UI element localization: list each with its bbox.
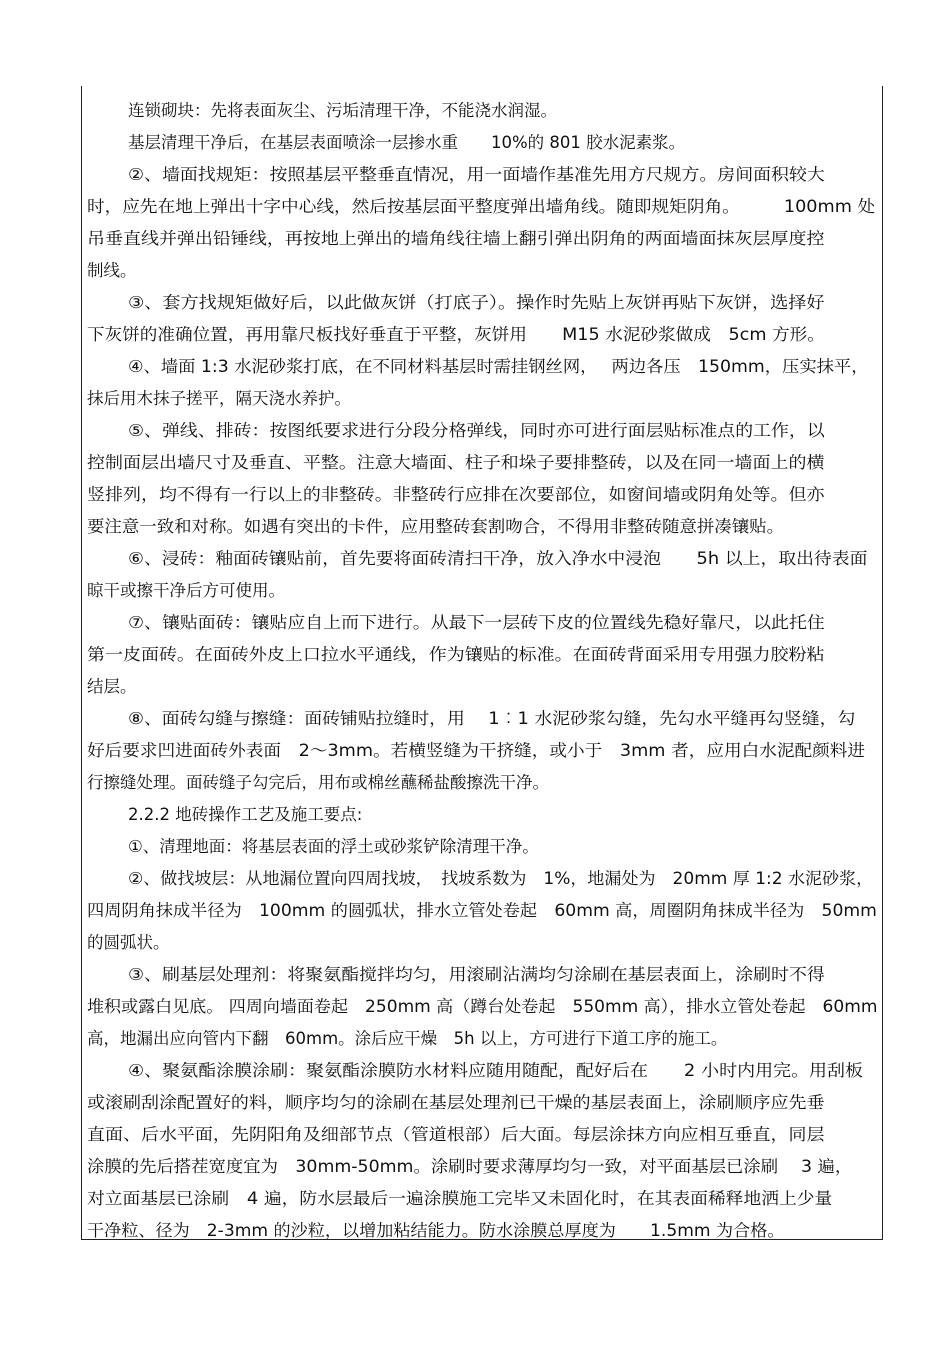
paragraph-line: 涂膜的先后搭茬宽度宜为 30mm-50mm。涂刷时要求薄厚均匀一致，对平面基层已涂刷 3 遍， — [87, 1157, 853, 1176]
paragraph-line: 控制面层出墙尺寸及垂直、平整。注意大墙面、柱子和垛子要排整砖，以及在同一墙面上的横 — [87, 453, 825, 472]
paragraph-line: 2.2.2 地砖操作工艺及施工要点: — [128, 805, 363, 824]
paragraph-line: 晾干或擦干净后方可使用。 — [87, 581, 285, 600]
paragraph-line: 基层清理干净后，在基层表面喷涂一层掺水重 10%的 801 胶水泥素浆。 — [128, 133, 686, 152]
paragraph-line: 制线。 — [87, 261, 137, 280]
paragraph-line: ⑤、弹线、排砖：按图纸要求进行分段分格弹线，同时亦可进行面层贴标准点的工作，以 — [128, 421, 825, 440]
paragraph-line: 对立面基层已涂刷 4 遍，防水层最后一遍涂膜施工完毕又未固化时，在其表面稀释地洒上少量 — [87, 1189, 833, 1208]
paragraph-line: ④、墙面 1:3 水泥砂浆打底，在不同材料基层时需挂钢丝网， 两边各压 150mm，压实抹平， — [128, 357, 869, 376]
paragraph-line: ⑥、浸砖：釉面砖镶贴前，首先要将面砖清扫干净，放入净水中浸泡 5h 以上，取出待表面 — [128, 549, 868, 568]
paragraph-line: ③、套方找规矩做好后，以此做灰饼（打底子）。操作时先贴上灰饼再贴下灰饼，选择好 — [128, 293, 825, 312]
paragraph-line: 或滚刷刮涂配置好的料，顺序均匀的涂刷在基层处理剂已干燥的基层表面上，涂刷顺序应先垂 — [87, 1093, 825, 1112]
paragraph-line: 结层。 — [87, 677, 137, 696]
paragraph-line: ⑧、面砖勾缝与擦缝：面砖铺贴拉缝时，用 1︰1 水泥砂浆勾缝，先勾水平缝再勾竖缝，勾 — [128, 709, 856, 728]
paragraph-line: 连锁砌块：先将表面灰尘、污垢清理干净，不能浇水润湿。 — [128, 101, 557, 120]
paragraph-line: 第一皮面砖。在面砖外皮上口拉水平通线，作为镶贴的标准。在面砖背面采用专用强力胶粉粘 — [87, 645, 825, 664]
paragraph-line: ②、做找坡层：从地漏位置向四周找坡， 找坡系数为 1%，地漏处为 20mm 厚 1:2 水泥砂浆， — [128, 869, 874, 888]
paragraph-line: 四周阴角抹成半径为 100mm 的圆弧状，排水立管处卷起 60mm 高，周圈阴角抹成半径为 50mm — [87, 901, 877, 920]
paragraph-line: ⑦、镶贴面砖：镶贴应自上而下进行。从最下一层砖下皮的位置线先稳好靠尺，以此托住 — [128, 613, 825, 632]
paragraph-line: ④、聚氨酯涂膜涂刷：聚氨酯涂膜防水材料应随用随配，配好后在 2 小时内用完。用刮板 — [128, 1061, 864, 1080]
paragraph-line: 堆积或露白见底。 四周向墙面卷起 250mm 高（蹲台处卷起 550mm 高），排水立管处卷起 60mm — [87, 997, 878, 1016]
paragraph-line: 吊垂直线并弹出铅锤线，再按地上弹出的墙角线往墙上翻引弹出阴角的两面墙面抹灰层厚度控 — [87, 229, 825, 248]
paragraph-line: 要注意一致和对称。如遇有突出的卡件，应用整砖套割吻合，不得用非整砖随意拼凑镶贴。 — [87, 517, 784, 536]
paragraph-line: 好后要求凹进面砖外表面 2～3mm。若横竖缝为干挤缝，或小于 3mm 者，应用白水泥配颜料进 — [87, 741, 866, 760]
paragraph-line: 下灰饼的准确位置，再用靠尺板找好垂直于平整，灰饼用 M15 水泥砂浆做成 5cm 方形。 — [87, 325, 825, 344]
paragraph-line: 的圆弧状。 — [87, 933, 170, 952]
paragraph-line: 竖排列，均不得有一行以上的非整砖。非整砖行应排在次要部位，如窗间墙或阴角处等。但亦 — [87, 485, 825, 504]
paragraph-line: 高，地漏出应向管内下翻 60mm。涂后应干燥 5h 以上，方可进行下道工序的施工。 — [87, 1029, 728, 1048]
paragraph-line: ①、清理地面：将基层表面的浮土或砂浆铲除清理干净。 — [128, 837, 539, 856]
paragraph-line: 行擦缝处理。面砖缝子勾完后，用布或棉丝蘸稀盐酸擦洗干净。 — [87, 773, 549, 792]
paragraph-line: ③、刷基层处理剂：将聚氨酯搅拌均匀，用滚刷沾满均匀涂刷在基层表面上，涂刷时不得 — [128, 965, 825, 984]
paragraph-line: 干净粒、径为 2-3mm 的沙粒，以增加粘结能力。防水涂膜总厚度为 1.5mm 为合格。 — [87, 1221, 785, 1240]
paragraph-line: 时，应先在地上弹出十字中心线，然后按基层面平整度弹出墙角线。随即规矩阴角。 100mm 处 — [87, 197, 876, 216]
paragraph-line: 直面、后水平面，先阴阳角及细部节点（管道根部）后大面。每层涂抹方向应相互垂直，同层 — [87, 1125, 825, 1144]
paragraph-line: 抹后用木抹子搓平，隔天浇水养护。 — [87, 389, 351, 408]
paragraph-line: ②、墙面找规矩：按照基层平整垂直情况，用一面墙作基准先用方尺规方。房间面积较大 — [128, 165, 825, 184]
